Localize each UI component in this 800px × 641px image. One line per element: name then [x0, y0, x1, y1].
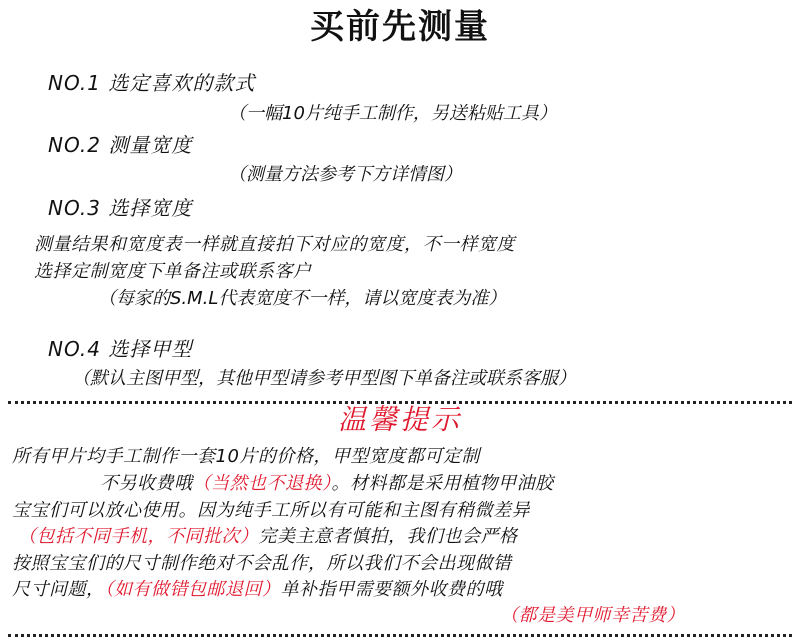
- tips-no-return-note: （当然也不退换）: [192, 473, 332, 494]
- tips-variation-note: （包括不同手机，不同批次）: [18, 526, 259, 547]
- tips-line-2-text-b: 。材料都是采用植物甲油胶: [331, 473, 554, 494]
- page-title: 买前先测量: [310, 7, 490, 47]
- tips-line-3: 宝宝们可以放心使用。因为纯手工所以有可能和主图有稍微差异: [12, 500, 530, 521]
- tips-heading: 温馨提示: [337, 403, 462, 436]
- tips-line-6: [12, 580, 503, 601]
- tips-line-6-text-b: 单补指甲需要额外收费的哦: [280, 579, 503, 600]
- step-2-label: NO.2 测量宽度: [48, 133, 193, 157]
- tips-line-1: 所有甲片均手工制作一套10片的价格，甲型宽度都可定制: [12, 446, 480, 467]
- step-4-label: NO.4 选择甲型: [48, 337, 193, 361]
- step-1-note: （一幅10片纯手工制作，另送粘贴工具）: [228, 103, 557, 124]
- tips-line-4: [18, 527, 518, 548]
- step-3-note: （每家的S.M.L代表宽度不一样，请以宽度表为准）: [98, 288, 507, 309]
- step-3-body-line-2: 选择定制宽度下单备注或联系客户: [34, 261, 312, 282]
- tips-line-5: 按照宝宝们的尺寸制作绝对不会乱作，所以我们不会出现做错: [12, 553, 512, 574]
- step-1-label: NO.1 选定喜欢的款式: [48, 71, 256, 95]
- step-3-label: NO.3 选择宽度: [48, 196, 193, 220]
- tips-line-7: （都是美甲师幸苦费）: [500, 605, 685, 626]
- step-3-body-line-1: 测量结果和宽度表一样就直接拍下对应的宽度，不一样宽度: [34, 234, 515, 255]
- step-2-note: （测量方法参考下方详情图）: [228, 164, 462, 185]
- step-4-note: （默认主图甲型，其他甲型请参考甲型图下单备注或联系客服）: [72, 368, 576, 389]
- tips-line-6-text-a: 尺寸问题，: [12, 579, 105, 600]
- divider-bottom: [8, 634, 792, 637]
- tips-error-refund-note: （如有做错包邮退回）: [104, 579, 281, 600]
- tips-line-2: [100, 474, 554, 495]
- tips-line-2-text-a: 不另收费哦: [100, 473, 193, 494]
- tips-line-4-text: 完美主意者慎拍，我们也会严格: [258, 526, 518, 547]
